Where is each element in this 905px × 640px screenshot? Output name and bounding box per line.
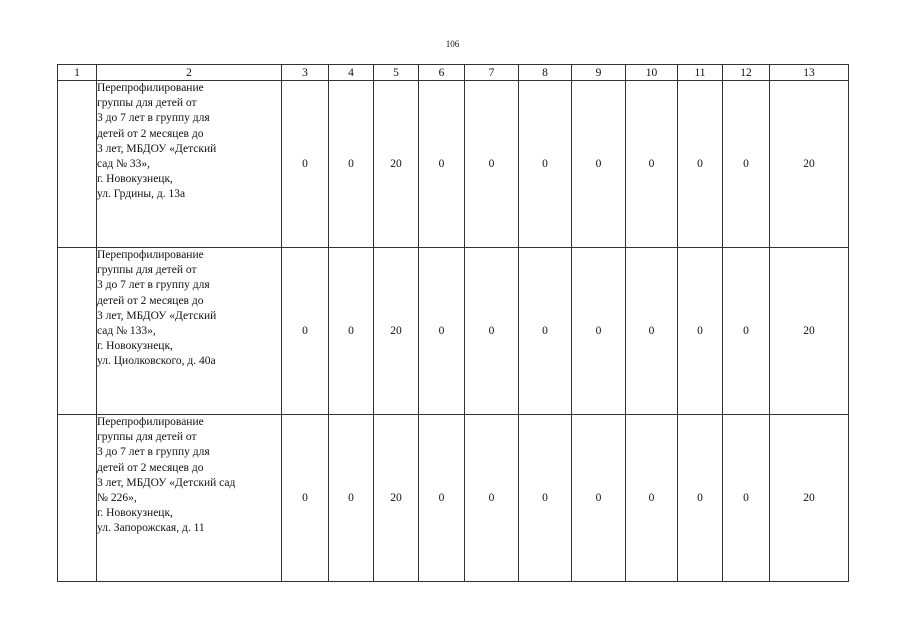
value-cell: 0 bbox=[626, 81, 678, 248]
column-header: 5 bbox=[374, 65, 419, 81]
column-header: 10 bbox=[626, 65, 678, 81]
value-cell: 0 bbox=[465, 415, 519, 582]
value-cell: 0 bbox=[678, 248, 723, 415]
column-header: 6 bbox=[419, 65, 465, 81]
value-cell: 0 bbox=[329, 248, 374, 415]
value-cell: 20 bbox=[770, 81, 849, 248]
description-line: 3 до 7 лет в группу для bbox=[97, 112, 210, 125]
description-line: группы для детей от bbox=[97, 431, 197, 444]
value-cell: 0 bbox=[572, 81, 626, 248]
value-cell: 0 bbox=[282, 415, 329, 582]
value-cell: 0 bbox=[282, 248, 329, 415]
description-line: г. Новокузнецк, bbox=[97, 173, 173, 186]
description-line: ул. Циолковского, д. 40а bbox=[97, 355, 216, 368]
column-header: 4 bbox=[329, 65, 374, 81]
description-line: сад № 33», bbox=[97, 158, 151, 171]
value-cell: 0 bbox=[282, 81, 329, 248]
value-cell: 0 bbox=[329, 415, 374, 582]
value-cell: 0 bbox=[519, 248, 572, 415]
column-header: 1 bbox=[58, 65, 97, 81]
column-header: 8 bbox=[519, 65, 572, 81]
value-cell: 0 bbox=[465, 248, 519, 415]
value-cell: 0 bbox=[723, 248, 770, 415]
description-line: детей от 2 месяцев до bbox=[97, 461, 204, 474]
value-cell: 20 bbox=[770, 248, 849, 415]
value-cell: 0 bbox=[678, 81, 723, 248]
column-header: 11 bbox=[678, 65, 723, 81]
row-index-cell bbox=[58, 415, 97, 582]
description-line: Перепрофилирование bbox=[97, 82, 204, 94]
value-cell: 0 bbox=[419, 415, 465, 582]
value-cell: 20 bbox=[374, 81, 419, 248]
description-line: г. Новокузнецк, bbox=[97, 340, 173, 353]
column-header: 2 bbox=[97, 65, 282, 81]
value-cell: 0 bbox=[723, 81, 770, 248]
column-header: 9 bbox=[572, 65, 626, 81]
value-cell: 0 bbox=[572, 248, 626, 415]
description-line: № 226», bbox=[97, 492, 137, 505]
value-cell: 0 bbox=[519, 415, 572, 582]
value-cell: 0 bbox=[419, 81, 465, 248]
description-line: 3 лет, МБДОУ «Детский bbox=[97, 309, 217, 322]
description-cell bbox=[97, 415, 282, 582]
header-row bbox=[58, 65, 849, 81]
table-row bbox=[58, 415, 849, 582]
value-cell: 20 bbox=[374, 248, 419, 415]
description-line: 3 лет, МБДОУ «Детский сад bbox=[97, 476, 236, 489]
value-cell: 0 bbox=[465, 81, 519, 248]
value-cell: 0 bbox=[626, 415, 678, 582]
table-row bbox=[58, 81, 849, 248]
description-line: ул. Грдины, д. 13а bbox=[97, 188, 186, 201]
description-line: Перепрофилирование bbox=[97, 416, 204, 428]
description-cell bbox=[97, 248, 282, 415]
description-line: 3 до 7 лет в группу для bbox=[97, 446, 210, 459]
row-index-cell bbox=[58, 81, 97, 248]
column-header: 12 bbox=[723, 65, 770, 81]
description-line: г. Новокузнецк, bbox=[97, 507, 173, 520]
page-number: 106 bbox=[445, 39, 460, 49]
table-row bbox=[58, 248, 849, 415]
description-line: детей от 2 месяцев до bbox=[97, 294, 204, 307]
description-line: группы для детей от bbox=[97, 97, 197, 110]
value-cell: 0 bbox=[329, 81, 374, 248]
value-cell: 20 bbox=[770, 415, 849, 582]
column-header: 13 bbox=[770, 65, 849, 81]
value-cell: 0 bbox=[572, 415, 626, 582]
description-line: сад № 133», bbox=[97, 325, 156, 338]
description-line: Перепрофилирование bbox=[97, 249, 204, 261]
description-line: 3 до 7 лет в группу для bbox=[97, 279, 210, 292]
value-cell: 0 bbox=[723, 415, 770, 582]
description-line: детей от 2 месяцев до bbox=[97, 127, 204, 140]
description-cell bbox=[97, 81, 282, 248]
value-cell: 0 bbox=[626, 248, 678, 415]
data-table bbox=[57, 64, 849, 582]
value-cell: 20 bbox=[374, 415, 419, 582]
value-cell: 0 bbox=[678, 415, 723, 582]
description-line: группы для детей от bbox=[97, 264, 197, 277]
row-index-cell bbox=[58, 248, 97, 415]
value-cell: 0 bbox=[519, 81, 572, 248]
description-line: ул. Запорожская, д. 11 bbox=[97, 522, 205, 535]
column-header: 7 bbox=[465, 65, 519, 81]
value-cell: 0 bbox=[419, 248, 465, 415]
description-line: 3 лет, МБДОУ «Детский bbox=[97, 142, 217, 155]
column-header: 3 bbox=[282, 65, 329, 81]
